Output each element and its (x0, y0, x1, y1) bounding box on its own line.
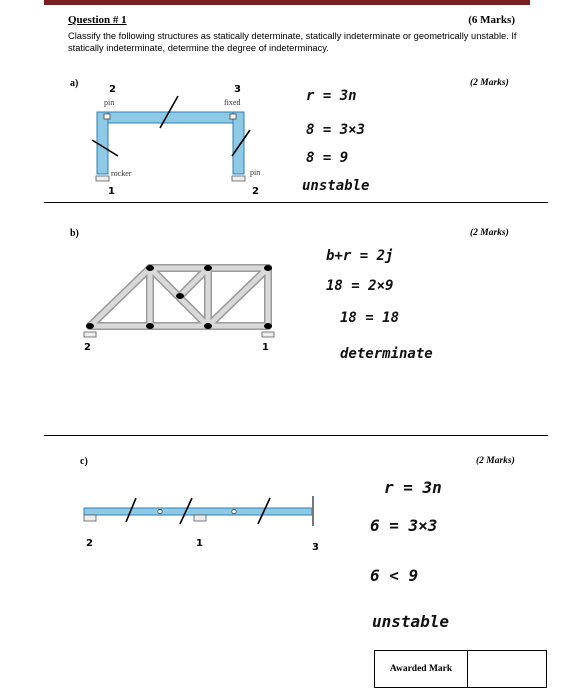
fixed-joint-marker (230, 114, 236, 119)
truss-diagram (80, 256, 280, 356)
node-number: 1 (108, 186, 115, 197)
handwritten-line: 18 = 2×9 (326, 278, 394, 294)
pin-joint-marker (104, 114, 110, 119)
rocker-support (96, 176, 109, 181)
header-bar (44, 0, 530, 5)
question-title: Question # 1 (68, 14, 127, 26)
frame-left-column (97, 112, 108, 174)
awarded-mark-box (374, 650, 547, 688)
pin-label: pin (104, 98, 115, 107)
handwritten-line: 18 = 18 (340, 310, 400, 326)
part-c-marks: (2 Marks) (476, 456, 515, 466)
part-a-marks: (2 Marks) (470, 78, 509, 88)
handwritten-line: determinate (340, 346, 433, 362)
handwritten-line: r = 3n (384, 478, 442, 497)
handwritten-line: 6 < 9 (370, 566, 419, 585)
truss-right-support (262, 332, 274, 337)
beam-member (84, 508, 312, 515)
pin-support-label: pin (250, 168, 261, 177)
frame-right-column (233, 112, 244, 174)
question-marks: (6 Marks) (468, 14, 515, 26)
handwritten-line: 8 = 3×3 (306, 122, 366, 138)
awarded-mark-label: Awarded Mark (375, 651, 468, 687)
node-number: 3 (234, 84, 241, 95)
fixed-label: fixed (224, 98, 241, 107)
hinge (158, 509, 162, 513)
question-header (68, 14, 515, 26)
frame-beam (97, 112, 244, 123)
handwritten-line: 8 = 9 (306, 150, 349, 166)
part-b-label: b) (70, 228, 79, 239)
node-number: 2 (86, 538, 93, 549)
left-support (84, 515, 96, 521)
node-number: 2 (84, 342, 91, 353)
node-number: 3 (312, 542, 319, 553)
part-a-label: a) (70, 78, 79, 89)
handwritten-line: 6 = 3×3 (370, 516, 438, 535)
handwritten-line: unstable (302, 178, 370, 194)
truss-left-support (84, 332, 96, 337)
question-instructions: Classify the following structures as statically determinate, statically indeterminate or geometrically unstable. If statically indeterminate, determine the degree of indeterminacy. (68, 31, 517, 53)
part-c-label: c) (80, 456, 88, 467)
section-divider (44, 435, 548, 436)
node-number: 1 (262, 342, 269, 353)
node-number: 2 (109, 84, 116, 95)
handwritten-line: unstable (372, 612, 450, 631)
beam-diagram (76, 492, 326, 532)
node-number: 2 (252, 186, 259, 197)
hinge (232, 509, 236, 513)
pin-support (232, 176, 245, 181)
middle-support (194, 515, 206, 521)
part-b-marks: (2 Marks) (470, 228, 509, 238)
awarded-mark-field[interactable] (468, 651, 546, 687)
rocker-label: rocker (111, 169, 132, 178)
node-number: 1 (196, 538, 203, 549)
section-divider (44, 202, 548, 203)
handwritten-line: b+r = 2j (326, 248, 394, 264)
handwritten-line: r = 3n (306, 88, 357, 104)
